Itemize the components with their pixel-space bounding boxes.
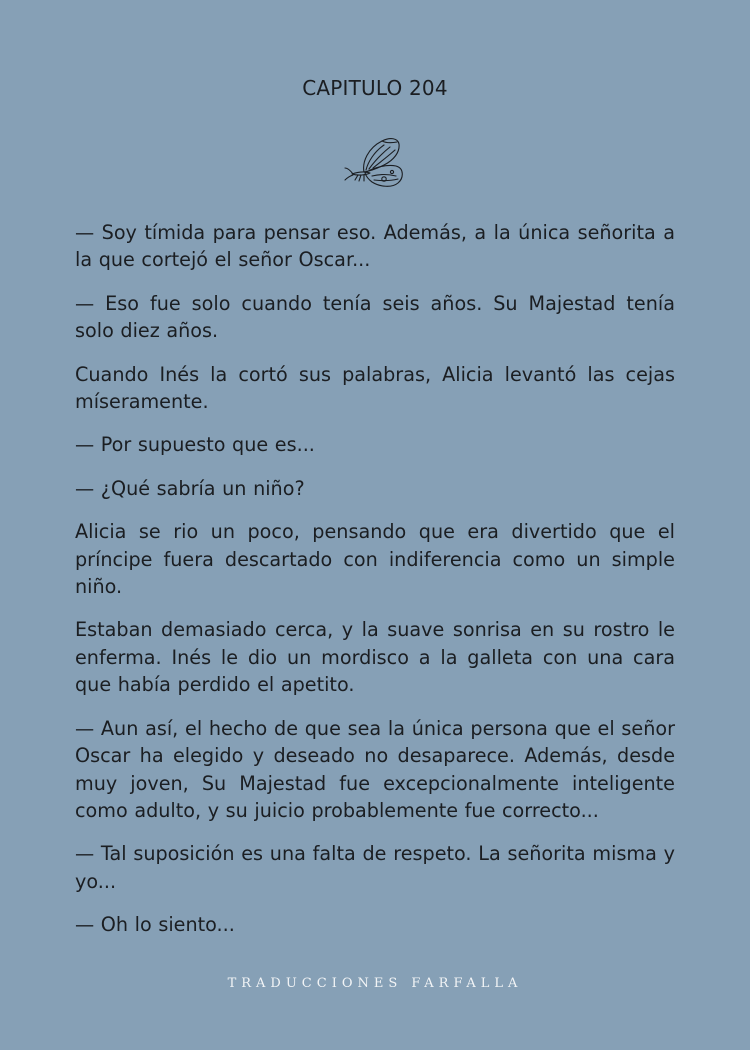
- paragraph: Cuando Inés la cortó sus palabras, Alicia levantó las cejas míseramente.: [75, 362, 675, 414]
- paragraph: — Aun así, el hecho de que sea la única persona que el señor Oscar ha elegido y deseado no desaparece. Además, desde muy joven, Su Majestad fue excepcionalmente inteligente como adulto, y su juicio probablemente fue correcto...: [75, 716, 675, 822]
- paragraph: — Soy tímida para pensar eso. Además, a la única señorita a la que cortejó el señor Oscar...: [75, 221, 675, 272]
- body-text: [75, 219, 675, 955]
- paragraph: — Eso fue solo cuando tenía seis años. Su Majestad tenía solo diez años.: [75, 291, 675, 343]
- paragraph: Alicia se rio un poco, pensando que era divertido que el príncipe fuera descartado con indiferencia como un simple niño.: [75, 520, 675, 599]
- paragraph: — Oh lo siento...: [75, 913, 235, 937]
- paragraph: — ¿Qué sabría un niño?: [75, 476, 305, 500]
- butterfly-icon: [342, 134, 406, 192]
- chapter-title: CAPITULO 204: [302, 76, 448, 100]
- footer-credit: TRADUCCIONES FARFALLA: [227, 976, 523, 991]
- paragraph: — Por supuesto que es...: [75, 433, 315, 457]
- paragraph: — Tal suposición es una falta de respeto. La señorita misma y yo...: [75, 842, 675, 893]
- paragraph: Estaban demasiado cerca, y la suave sonrisa en su rostro le enferma. Inés le dio un mordisco a la galleta con una cara que había perdido el apetito.: [75, 618, 675, 697]
